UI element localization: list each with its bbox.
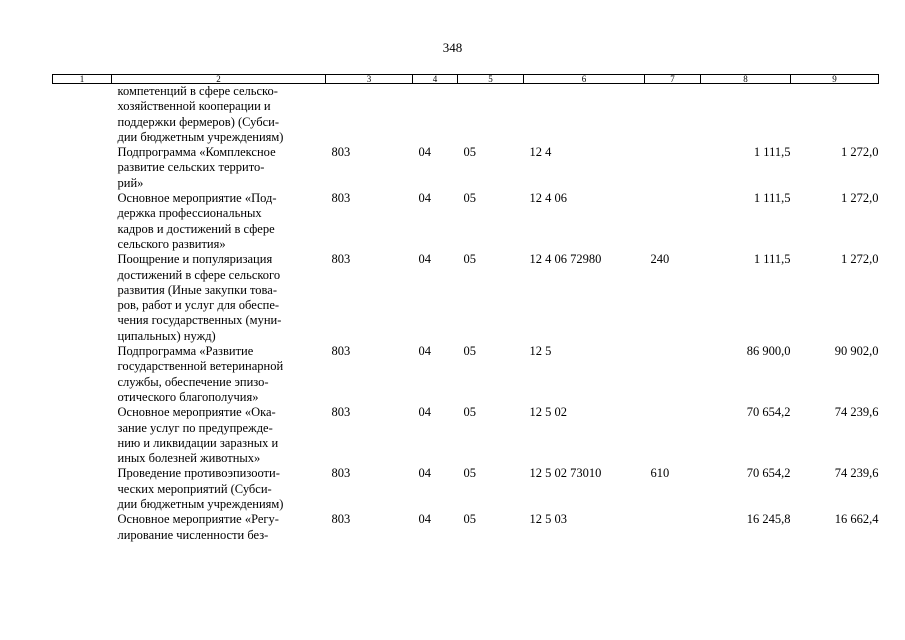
row-amount-year1: 70 654,2 — [746, 466, 791, 481]
row-section-code: 04 — [418, 145, 431, 160]
row-name: Проведение противоэпизооти- ческих мероприятий (Субси- дии бюджетным учреждениям) — [117, 466, 284, 512]
row-target-code: 12 4 — [529, 145, 552, 160]
row-amount-year2: 74 239,6 — [834, 466, 879, 481]
row-subsection-code: 05 — [463, 344, 476, 359]
row-subsection-code: 05 — [463, 512, 476, 527]
table-row — [53, 512, 879, 543]
table-row — [53, 145, 879, 191]
row-subsection-code: 05 — [463, 405, 476, 420]
header-col-7: 7 — [645, 75, 701, 84]
row-ministry-code: 803 — [331, 512, 351, 527]
budget-table — [52, 74, 879, 543]
table-row — [53, 84, 879, 146]
row-amount-year1: 1 111,5 — [753, 252, 791, 267]
row-subsection-code — [458, 84, 524, 146]
header-col-9: 9 — [791, 75, 879, 84]
row-name: компетенций в сфере сельско- хозяйственной кооперации и поддержки фермеров) (Субси- дии бюджетным учреждениям) — [117, 84, 284, 144]
row-target-code: 12 4 06 — [529, 191, 567, 206]
row-name: Поощрение и популяризация достижений в сфере сельского развития (Иные закупки това- ров, работ и услуг для обеспе- чения государственных (муни- ципальных) нужд) — [117, 252, 282, 343]
row-number-cell — [53, 84, 112, 146]
header-col-5: 5 — [458, 75, 524, 84]
page-number: 348 — [442, 40, 463, 55]
table-body — [53, 84, 879, 543]
row-expense-code — [645, 191, 701, 252]
row-amount-year2 — [791, 84, 879, 146]
row-expense-code: 240 — [650, 252, 670, 267]
row-number-cell — [53, 344, 112, 405]
row-ministry-code: 803 — [331, 405, 351, 420]
row-number-cell — [53, 252, 112, 344]
row-ministry-code: 803 — [331, 466, 351, 481]
header-col-8: 8 — [701, 75, 791, 84]
row-section-code: 04 — [418, 512, 431, 527]
header-col-3: 3 — [326, 75, 413, 84]
row-amount-year2: 1 272,0 — [841, 191, 879, 206]
row-subsection-code: 05 — [463, 466, 476, 481]
row-expense-code — [645, 512, 701, 543]
row-amount-year2: 16 662,4 — [834, 512, 879, 527]
table-row — [53, 252, 879, 344]
row-section-code: 04 — [418, 466, 431, 481]
row-expense-code — [645, 405, 701, 466]
row-amount-year1: 16 245,8 — [746, 512, 791, 527]
header-col-6: 6 — [524, 75, 645, 84]
header-col-2: 2 — [112, 75, 326, 84]
row-target-code — [524, 84, 645, 146]
row-number-cell — [53, 145, 112, 191]
row-target-code: 12 5 03 — [529, 512, 567, 527]
row-name: Основное мероприятие «Регу- лирование численности без- — [117, 512, 279, 542]
row-name: Подпрограмма «Развитие государственной ветеринарной службы, обеспечение эпизо- отического благополучия» — [117, 344, 284, 404]
row-name: Основное мероприятие «Под- держка профессиональных кадров и достижений в сфере сельского развития» — [117, 191, 277, 251]
row-amount-year1: 1 111,5 — [753, 145, 791, 160]
row-expense-code — [645, 344, 701, 405]
row-amount-year2: 1 272,0 — [841, 252, 879, 267]
row-ministry-code: 803 — [331, 252, 351, 267]
row-number-cell — [53, 191, 112, 252]
row-target-code: 12 5 02 73010 — [529, 466, 602, 481]
row-section-code: 04 — [418, 191, 431, 206]
table-row — [53, 405, 879, 466]
table-row — [53, 344, 879, 405]
row-amount-year1: 1 111,5 — [753, 191, 791, 206]
row-number-cell — [53, 466, 112, 512]
row-expense-code — [645, 145, 701, 191]
row-amount-year2: 1 272,0 — [841, 145, 879, 160]
table-row — [53, 191, 879, 252]
row-amount-year2: 90 902,0 — [834, 344, 879, 359]
row-section-code: 04 — [418, 405, 431, 420]
row-amount-year2: 74 239,6 — [834, 405, 879, 420]
row-ministry-code: 803 — [331, 191, 351, 206]
row-target-code: 12 5 02 — [529, 405, 567, 420]
table-header-row — [53, 75, 879, 84]
row-amount-year1 — [701, 84, 791, 146]
table-row — [53, 466, 879, 512]
row-target-code: 12 5 — [529, 344, 552, 359]
row-subsection-code: 05 — [463, 191, 476, 206]
row-number-cell — [53, 405, 112, 466]
row-ministry-code: 803 — [331, 344, 351, 359]
row-section-code — [413, 84, 458, 146]
row-subsection-code: 05 — [463, 145, 476, 160]
row-section-code: 04 — [418, 252, 431, 267]
row-expense-code — [645, 84, 701, 146]
row-section-code: 04 — [418, 344, 431, 359]
row-name: Основное мероприятие «Ока- зание услуг по предупрежде- нию и ликвидации заразных и иных болезней животных» — [117, 405, 279, 466]
header-col-4: 4 — [413, 75, 458, 84]
row-target-code: 12 4 06 72980 — [529, 252, 602, 267]
row-expense-code: 610 — [650, 466, 670, 481]
row-number-cell — [53, 512, 112, 543]
row-ministry-code: 803 — [331, 145, 351, 160]
row-amount-year1: 70 654,2 — [746, 405, 791, 420]
row-amount-year1: 86 900,0 — [746, 344, 791, 359]
row-subsection-code: 05 — [463, 252, 476, 267]
header-col-1: 1 — [53, 75, 112, 84]
row-name: Подпрограмма «Комплексное развитие сельских террито- рий» — [117, 145, 276, 190]
row-ministry-code — [326, 84, 413, 146]
